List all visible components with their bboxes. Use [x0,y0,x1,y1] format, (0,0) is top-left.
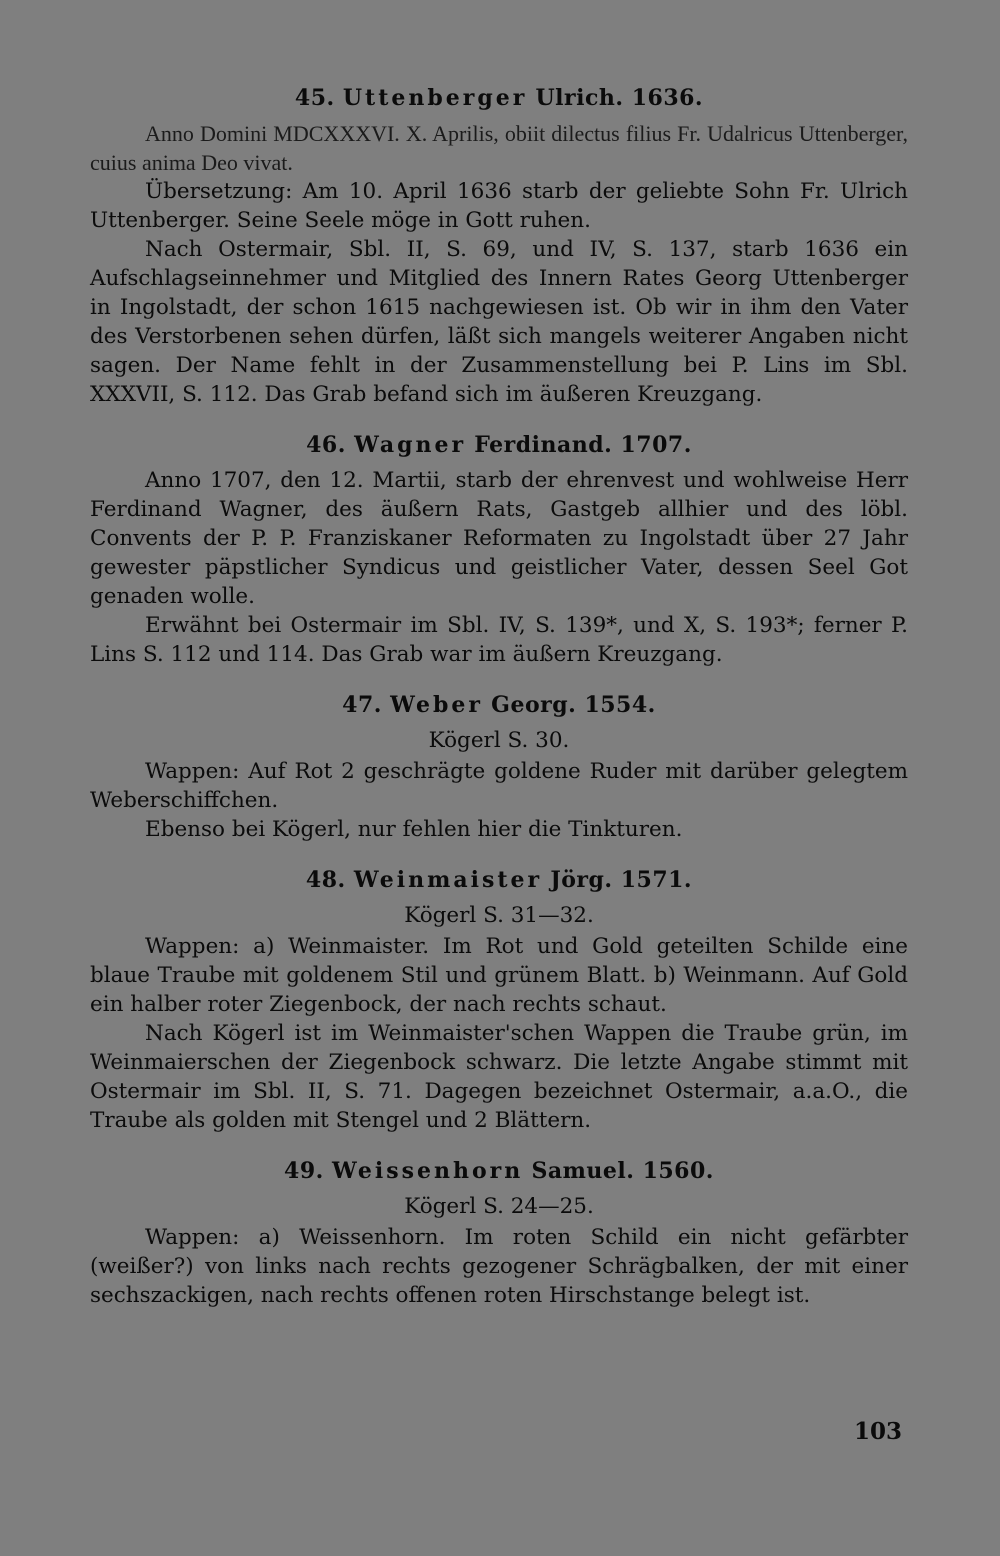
entry-number: 49. [284,1158,324,1184]
entry-46 [90,431,908,669]
entry-number: 46. [306,432,346,458]
entry-surname: Uttenberger [342,85,528,111]
source-reference: Kögerl S. 24—25. [404,1194,594,1219]
source-reference: Kögerl S. 30. [428,728,570,753]
entry-given-name: Ulrich. [535,85,624,111]
entry-45 [90,84,908,409]
commentary-paragraph: Ebenso bei Kögerl, nur fehlen hier die Tinkturen. [145,817,683,842]
entry-surname: Weinmaister [353,867,543,893]
entry-number: 47. [342,692,382,718]
entry-47 [90,691,908,844]
entry-given-name: Georg. [491,692,577,718]
entry-heading [90,84,908,113]
entry-surname: Wagner [354,432,467,458]
inscription-paragraph: Anno 1707, den 12. Martii, starb der ehrenvest und wohlweise Herr Ferdinand Wagner, des äußern Rats, Gastgeb allhier und des löbl. Convents der P. P. Franziskaner Reformaten zu Ingolstadt über 27 Jahr gewester päpstlicher Syndicus und geistlicher Vater, dessen Seel Got genaden wolle. [90,468,908,609]
coat-of-arms-paragraph: Wappen: Auf Rot 2 geschrägte goldene Ruder mit darüber gelegtem Weberschiffchen. [90,759,908,813]
page-body [90,76,908,1332]
entry-surname: Weissenhorn [331,1158,524,1184]
entry-heading [90,691,908,720]
entry-year: 1571. [620,867,693,893]
entry-49 [90,1157,908,1310]
coat-of-arms-paragraph: Wappen: a) Weissenhorn. Im roten Schild ein nicht gefärbter (weißer?) von links nach rechts gezogener Schrägbalken, der mit einer sechszackigen, nach rechts offenen roten Hirschstange belegt ist. [90,1225,908,1308]
entry-heading [90,1157,908,1186]
commentary-paragraph: Nach Kögerl ist im Weinmaister'schen Wappen die Traube grün, im Weinmaierschen der Ziegenbock schwarz. Die letzte Angabe stimmt mit Ostermair im Sbl. II, S. 71. Dagegen bezeichnet Ostermair, a.a.O., die Traube als golden mit Stengel und 2 Blättern. [90,1021,908,1133]
entry-number: 48. [305,867,346,893]
entry-year: 1554. [584,692,656,718]
entry-given-name: Jörg. [550,867,613,893]
entry-heading [90,866,908,895]
entry-year: 1707. [620,432,692,458]
source-reference: Kögerl S. 31—32. [404,903,594,928]
entry-heading [90,431,908,460]
translation-paragraph: Übersetzung: Am 10. April 1636 starb der geliebte Sohn Fr. Ulrich Uttenberger. Seine Seele möge in Gott ruhen. [90,179,908,233]
entry-year: 1560. [642,1158,714,1184]
page-number: 103 [853,1418,902,1445]
commentary-paragraph: Nach Ostermair, Sbl. II, S. 69, und IV, S. 137, starb 1636 ein Aufschlagseinnehmer und Mitglied des Innern Rates Georg Uttenberger in Ingolstadt, der schon 1615 nachgewiesen ist. Ob wir in ihm den Vater des Verstorbenen sehen dürfen, läßt sich mangels weiterer Angaben nicht sagen. Der Name fehlt in der Zusammenstellung bei P. Lins im Sbl. XXXVII, S. 112. Das Grab befand sich im äußeren Kreuzgang. [90,237,908,407]
entry-given-name: Samuel. [531,1158,635,1184]
inscription-latin: Anno Domini MDCXXXVI. X. Aprilis, obiit dilectus filius Fr. Udalricus Uttenberger, cuius anima Deo vivat. [90,121,908,175]
entry-number: 45. [294,85,335,111]
coat-of-arms-paragraph: Wappen: a) Weinmaister. Im Rot und Gold geteilten Schilde eine blaue Traube mit goldenem Stil und grünem Blatt. b) Weinmann. Auf Gold ein halber roter Ziegenbock, der nach rechts schaut. [90,934,908,1017]
entry-year: 1636. [631,85,704,111]
entry-surname: Weber [390,692,483,718]
entry-given-name: Ferdinand. [474,432,613,458]
commentary-paragraph: Erwähnt bei Ostermair im Sbl. IV, S. 139*, und X, S. 193*; ferner P. Lins S. 112 und 114. Das Grab war im äußern Kreuzgang. [90,613,908,667]
entry-48 [90,866,908,1135]
